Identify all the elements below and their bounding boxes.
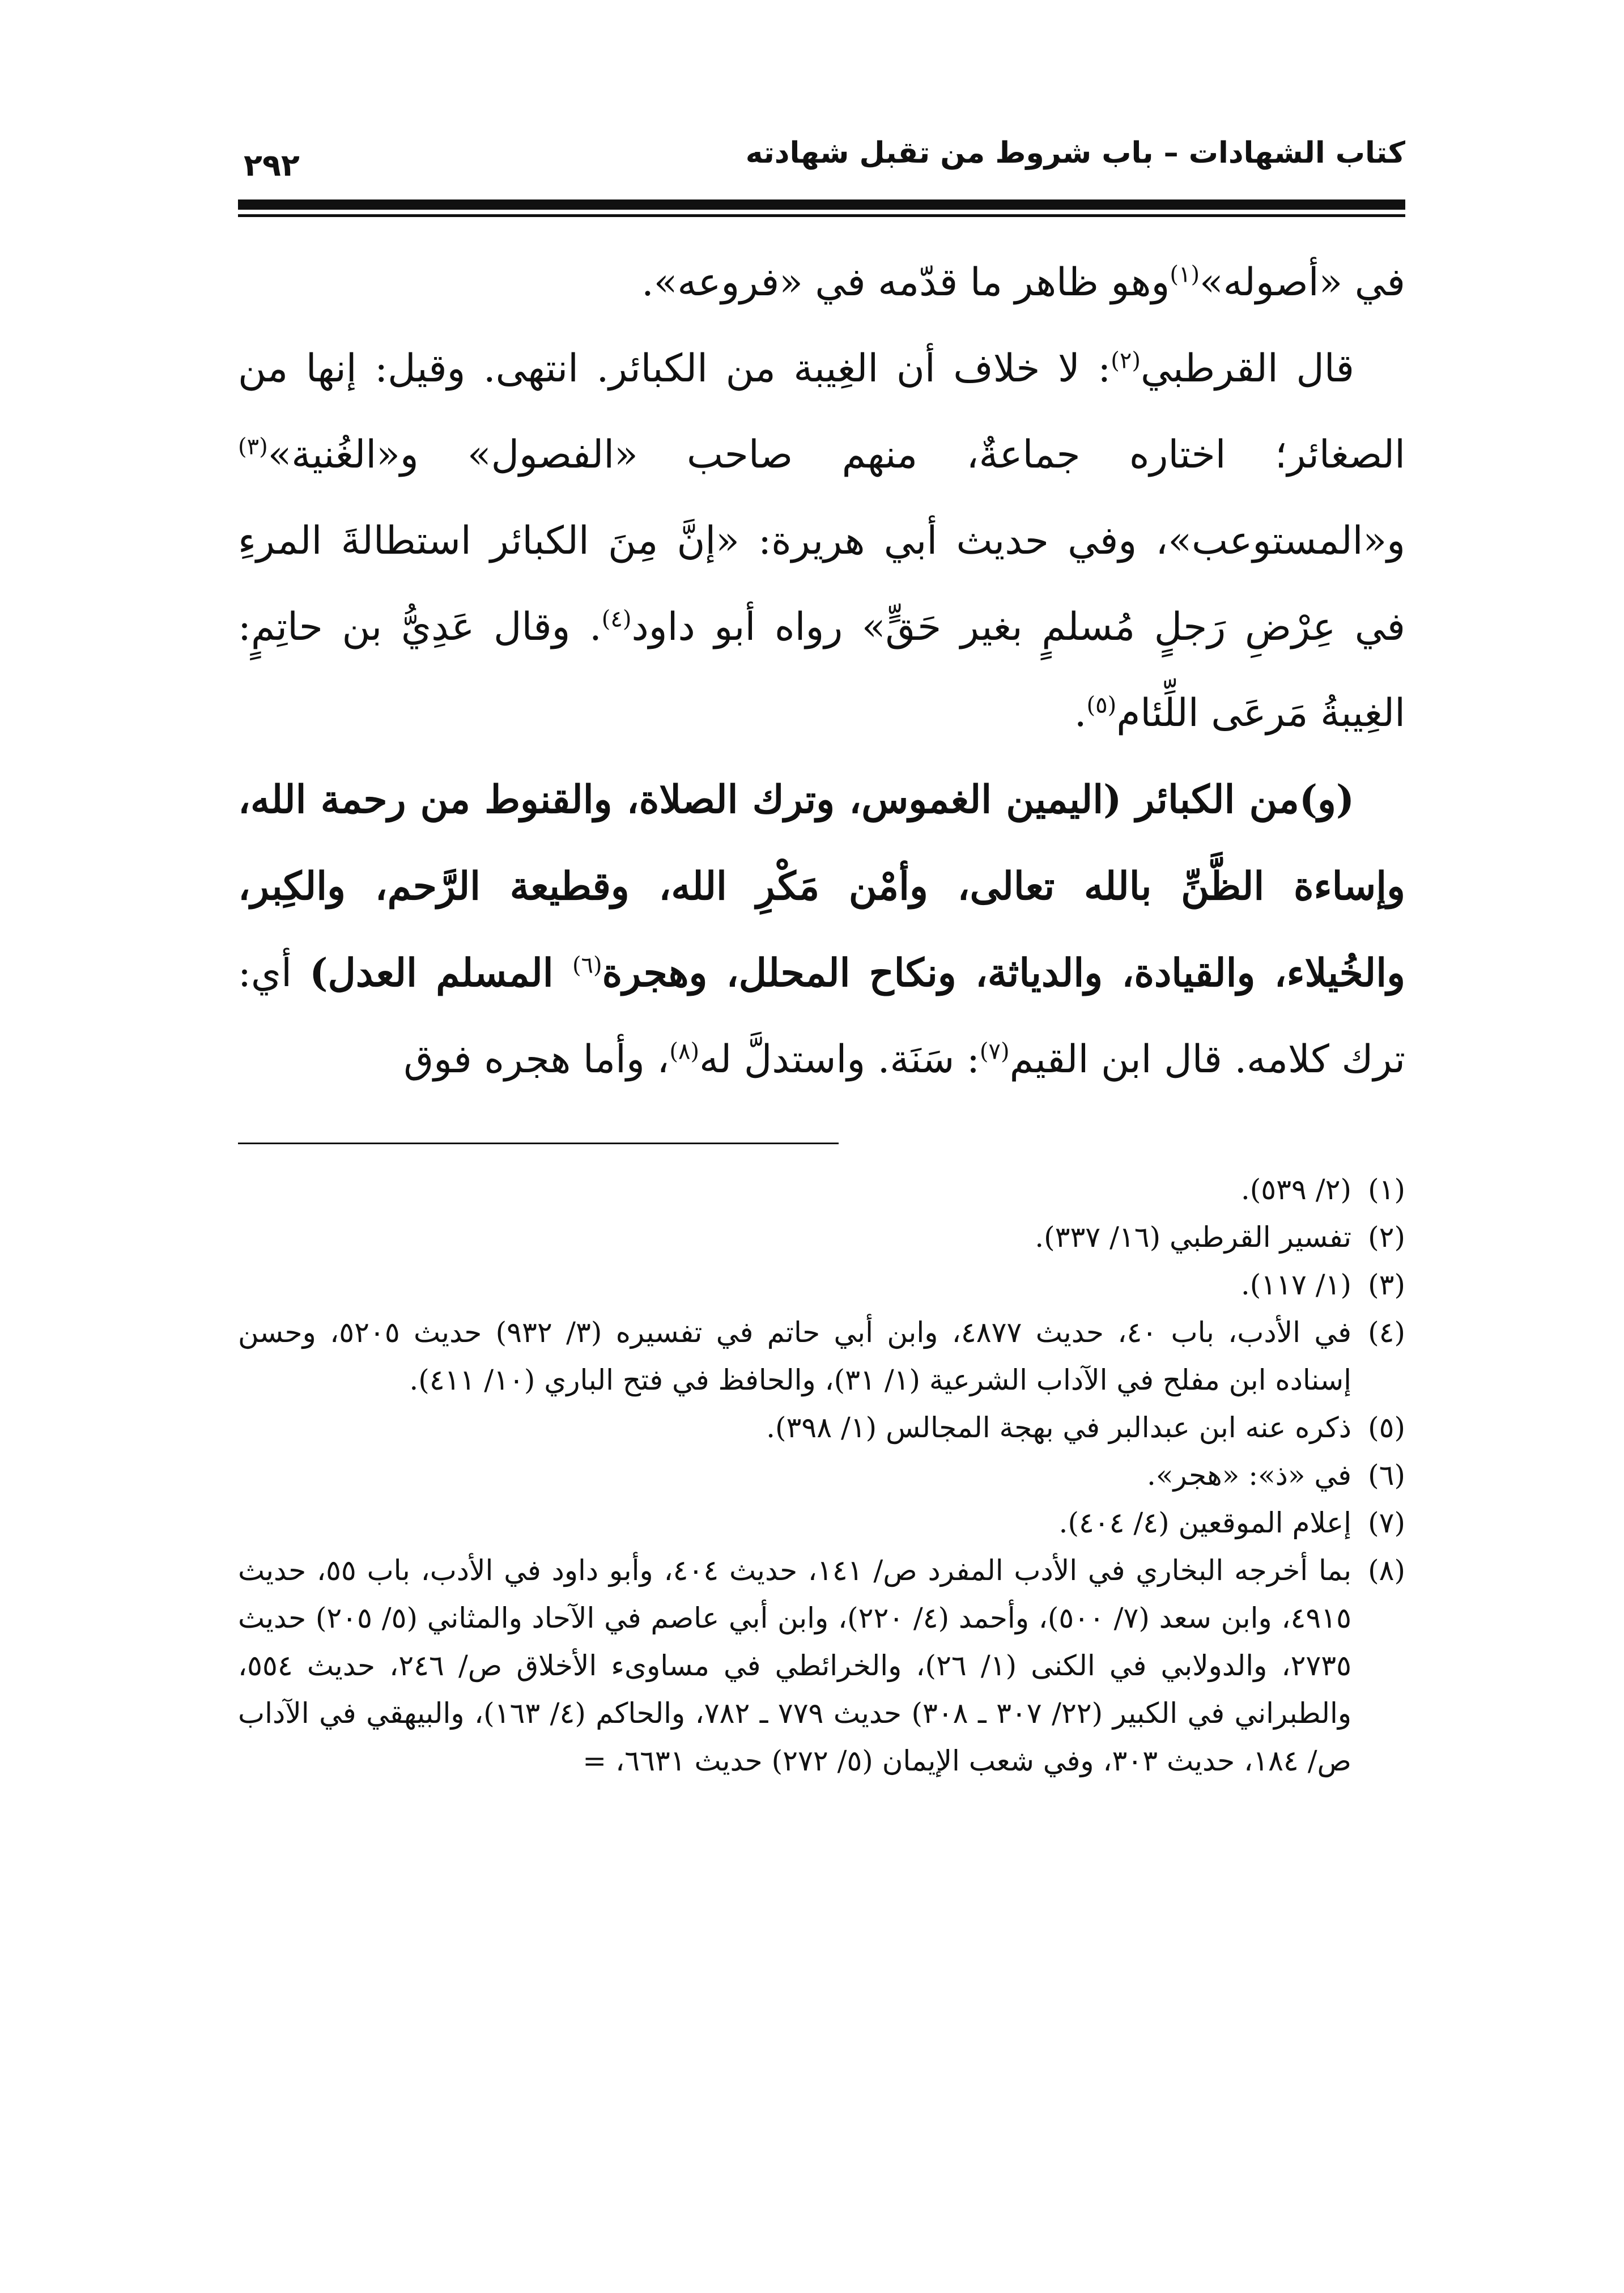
footnote-number: (٣) [1368, 1268, 1405, 1301]
footnote-number: (٨) [1368, 1554, 1405, 1587]
footnote-ref: (٥) [1086, 692, 1117, 719]
footnote-item [238, 1499, 1405, 1547]
text-run: : سَنَة. واستدلَّ له [699, 1037, 980, 1082]
book-page [238, 125, 1405, 1785]
text-run: : لا خلاف أن الغِيبة من الكبائر. انتهى. وقيل: إنها من الصغائر؛ اختاره جماعةٌ، منهم صاحب «الفصول» و«الغُنية» [238, 346, 1405, 477]
text-run: . وقال عَدِيُّ بن حاتِمٍ: الغِيبةُ مَرعَى اللِّئام [238, 605, 1405, 736]
running-title: كتاب الشهادات – باب شروط من تقبل شهادته [745, 136, 1405, 170]
footnote-ref: (٨) [669, 1038, 700, 1065]
footnote-number: (٤) [1368, 1316, 1405, 1349]
footnote-number: (٦) [1368, 1459, 1405, 1492]
text-run: أي: ترك كلامه. قال ابن القيم [238, 951, 1405, 1082]
footnote-ref: (١) [1170, 261, 1200, 288]
footnote-item [238, 1166, 1405, 1213]
body-paragraph [238, 326, 1405, 757]
footnote-item [238, 1309, 1405, 1404]
footnote-item [238, 1451, 1405, 1499]
body-paragraph [238, 757, 1405, 1103]
text-run: قال القرطبي [1140, 346, 1355, 391]
header-rule-thin [238, 214, 1405, 217]
footnote-ref: (٤) [601, 606, 632, 632]
footnote-number: (٥) [1368, 1411, 1405, 1444]
footnote-item [238, 1547, 1405, 1785]
footnote-number: (١) [1368, 1173, 1405, 1206]
header-rule-thick [238, 199, 1405, 210]
page-number: ٢٩٢ [244, 147, 300, 183]
footnote-ref: (٢) [1111, 347, 1141, 374]
text-run: (و)من الكبائر (اليمين الغموس، وترك الصلاة، والقنوط من رحمة الله، وإساءة الظَّنِّ بالله تعالى، وأمْن مَكْرِ الله، وقطيعة الرَّحم، والكِبر، والخُيلاء، والقيادة، والدياثة، ونكاح المحلل، وهجرة [238, 777, 1406, 996]
footnote-text: (٢/ ٥٣٩). [1240, 1173, 1351, 1206]
footnote-text: بما أخرجه البخاري في الأدب المفرد ص/ ١٤١، حديث ٤٠٤، وأبو داود في الأدب، باب ٥٥، حديث ٤٩١٥، وابن سعد (٧/ ٥٠٠)، وأحمد (٤/ ٢٢٠)، وابن أبي عاصم في الآحاد والمثاني (٥/ ٢٠٥) حديث ٢٧٣٥، والدولابي في الكنى (١/ ٢٦)، والخرائطي في مساوىء الأخلاق ص/ ٢٤٦، حديث ٥٥٤، والطبراني في الكبير (٢٢/ ٣٠٧ ـ ٣٠٨) حديث ٧٧٩ ـ ٧٨٢، والحاكم (٤/ ١٦٣)، والبيهقي في الآداب ص/ ١٨٤، حديث ٣٠٣، وفي شعب الإيمان (٥/ ٢٧٢) حديث ٦٦٣١، = [238, 1554, 1351, 1777]
page-header [238, 125, 1405, 198]
footnote-text: تفسير القرطبي (١٦/ ٣٣٧). [1035, 1221, 1351, 1254]
footnote-text: (١/ ١١٧). [1240, 1268, 1351, 1301]
footnote-text: إعلام الموقعين (٤/ ٤٠٤). [1058, 1506, 1351, 1539]
text-run: ، وأما هجره فوق [403, 1037, 670, 1082]
footnote-separator [238, 1143, 839, 1144]
footnote-ref: (٦) [572, 952, 602, 979]
footnote-text: في الأدب، باب ٤٠، حديث ٤٨٧٧، وابن أبي حاتم في تفسيره (٣/ ٩٣٢) حديث ٥٢٠٥، وحسن إسناده ابن مفلح في الآداب الشرعية (١/ ٣١)، والحافظ في فتح الباري (١٠/ ٤١١). [238, 1316, 1352, 1396]
body-paragraph [238, 240, 1405, 326]
text-run: و«المستوعب»، وفي حديث أبي هريرة: «إنَّ مِنَ الكبائر استطالةَ المرءِ في عِرْضِ رَجلٍ مُسلمٍ بغير حَقٍّ» رواه أبو داود [238, 519, 1405, 649]
footnote-number: (٢) [1368, 1221, 1405, 1254]
main-text [238, 240, 1405, 1103]
footnote-item [238, 1261, 1405, 1309]
footnote-text: ذكره عنه ابن عبدالبر في بهجة المجالس (١/ ٣٩٨). [766, 1411, 1351, 1444]
footnote-ref: (٣) [238, 434, 268, 460]
footnote-text: في «ذ»: «هجر». [1147, 1459, 1351, 1492]
text-run: المسلم العدل) [309, 950, 572, 996]
text-run: . [1074, 691, 1087, 736]
footnote-number: (٧) [1368, 1506, 1405, 1539]
footnotes [238, 1166, 1405, 1785]
footnote-item [238, 1213, 1405, 1261]
text-run: وهو ظاهر ما قدّمه في «فروعه». [641, 260, 1170, 305]
footnote-item [238, 1404, 1405, 1451]
text-run: في «أصوله» [1200, 260, 1405, 305]
footnote-ref: (٧) [979, 1038, 1010, 1065]
